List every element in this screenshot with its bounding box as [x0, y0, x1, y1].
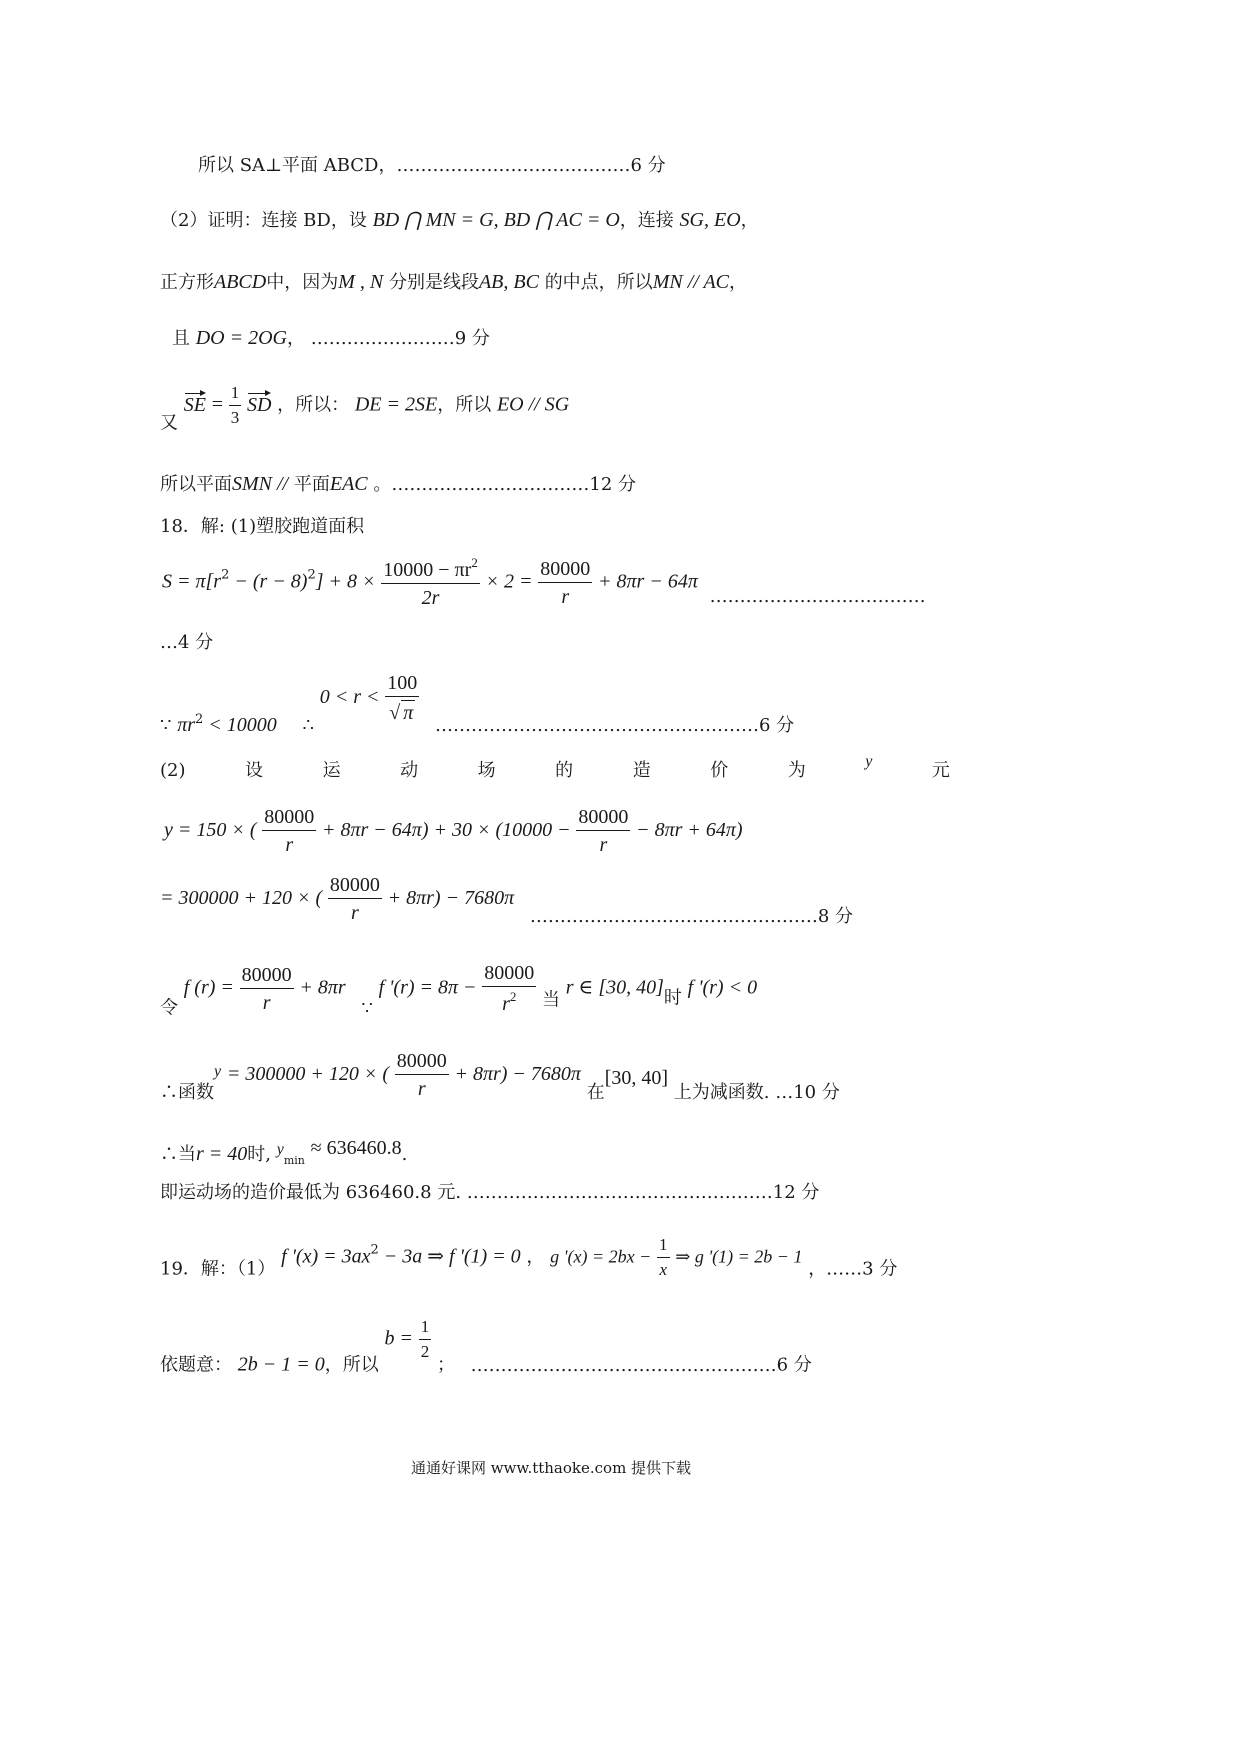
- text: ，所以：: [277, 394, 350, 416]
- spread-word: 场: [477, 760, 496, 781]
- math: ≈ 636460.8: [310, 1137, 402, 1159]
- page-footer: 通通好课网 www.tthaoke.com 提供下载: [410, 1459, 692, 1477]
- text: ∴当: [160, 1144, 196, 1165]
- exponent: 2: [471, 555, 478, 570]
- spread-word: y: [865, 753, 873, 770]
- numerator: 80000: [328, 874, 382, 899]
- line-area-formula: [162, 556, 926, 609]
- denominator: 3: [230, 407, 240, 427]
- text: ，: [729, 272, 747, 293]
- math: = 300000 + 120 × (: [160, 887, 323, 909]
- fraction: [657, 1236, 670, 1279]
- text: ，: [526, 1246, 545, 1268]
- exponent: 2: [370, 1242, 379, 1258]
- fraction: [262, 806, 316, 856]
- fraction: [538, 558, 592, 608]
- math: = 300000 + 120 × (: [226, 1063, 389, 1085]
- numerator: 80000: [576, 806, 630, 831]
- text: 中，因为: [266, 272, 339, 293]
- text: 分别是线段: [388, 272, 479, 293]
- problem-19-derivatives: [160, 1236, 897, 1279]
- math: =: [211, 393, 223, 416]
- math: EO // SG: [496, 393, 570, 416]
- text: 时: [663, 987, 682, 1009]
- fraction: [395, 1050, 449, 1100]
- math: − 3a ⇒ f '(1) = 0: [378, 1245, 521, 1268]
- text: 平面 ABCD，: [282, 155, 397, 176]
- text: ∴函数: [160, 1082, 214, 1103]
- math: < 10000: [203, 714, 277, 736]
- text: 当: [542, 989, 561, 1011]
- math: M , N: [338, 271, 384, 293]
- numerator: 80000: [482, 962, 536, 987]
- score-dots: ……………………………………………: [470, 1354, 777, 1376]
- text: 19．解：（1）: [160, 1258, 276, 1280]
- math: DO = 2OG: [195, 327, 288, 349]
- math: [30, 40]: [604, 1067, 669, 1089]
- math: ] + 8 ×: [315, 570, 376, 593]
- text: ；: [436, 1354, 455, 1376]
- score: 6 分: [776, 1354, 812, 1376]
- math: S = π[r: [162, 570, 222, 593]
- score-dots: ………………………………: [709, 585, 926, 607]
- numerator: 1: [657, 1236, 670, 1258]
- exponent: 2: [221, 567, 230, 583]
- text: ，连接: [619, 210, 674, 231]
- math: y: [214, 1063, 222, 1080]
- text: 。: [373, 474, 392, 495]
- denominator: r: [561, 585, 570, 608]
- denominator: 2r: [421, 587, 440, 609]
- text: ，所以: [437, 394, 492, 416]
- denominator: 2: [420, 1341, 430, 1361]
- math: f '(x) = 3ax: [281, 1245, 371, 1268]
- fraction: [576, 806, 630, 856]
- text: 时,: [247, 1144, 272, 1165]
- math: r = 40: [196, 1143, 248, 1165]
- math: + 8πr − 64π) + 30 × (10000 −: [322, 819, 571, 841]
- text: 平面: [293, 474, 330, 495]
- math: y = 150 × (: [164, 819, 257, 841]
- math: 0 < r <: [319, 686, 380, 708]
- fraction: [482, 962, 536, 1015]
- text: 上为减函数. …10 分: [673, 1082, 840, 1103]
- numerator: 80000: [538, 558, 592, 583]
- math: SMN //: [232, 473, 289, 495]
- spread-text: [160, 753, 950, 781]
- spread-word: 为: [787, 760, 806, 781]
- numerator: 10000 − πr: [383, 559, 472, 581]
- line-proof-2-intro: [160, 210, 759, 230]
- math: + 8πr) − 7680π: [387, 887, 515, 909]
- denominator: x: [659, 1259, 668, 1279]
- spread-word: 设: [245, 760, 264, 781]
- denominator: r: [599, 834, 608, 856]
- math: BD ⋂ MN = G, BD ⋂ AC = O: [372, 209, 620, 231]
- denominator: r: [262, 991, 271, 1014]
- math: EAC: [329, 473, 368, 495]
- score-dots: ………………………………………………: [434, 715, 759, 736]
- numerator: 80000: [262, 806, 316, 831]
- math: g '(x) = 2bx −: [550, 1246, 652, 1267]
- line-answer-18: [160, 1184, 819, 1202]
- math: × 2 =: [485, 570, 533, 593]
- exponent: 2: [509, 989, 517, 1004]
- line-define-f: [160, 962, 757, 1018]
- line-planes-parallel: [160, 474, 636, 494]
- score: 6 分: [630, 155, 666, 176]
- fraction: [381, 556, 480, 609]
- math: b =: [384, 1327, 413, 1350]
- exponent: 2: [195, 712, 204, 727]
- problem-18-heading: [160, 518, 364, 536]
- text: 在: [586, 1082, 605, 1103]
- spread-word: 价: [710, 760, 729, 781]
- numerator: 80000: [395, 1050, 449, 1075]
- perp-symbol: ⊥: [265, 155, 282, 176]
- fraction: [328, 874, 382, 924]
- math: f '(r) = 8π −: [378, 976, 477, 999]
- spread-word: (2): [160, 760, 186, 781]
- line-do-2og: [172, 328, 490, 348]
- score: 6 分: [758, 715, 795, 736]
- text: ，所以: [324, 1354, 379, 1376]
- numerator: 1: [229, 384, 242, 406]
- math: SG, EO: [679, 209, 741, 231]
- line-minimum-cost: [160, 1138, 407, 1166]
- spread-word: 元: [931, 760, 950, 781]
- math: DE = 2SE: [354, 393, 438, 416]
- denominator: π: [403, 702, 414, 724]
- because-symbol: ∵: [160, 715, 172, 736]
- math: πr: [177, 714, 195, 736]
- line-square-midpoints: [160, 272, 747, 292]
- denominator: r: [285, 834, 294, 856]
- math: y: [276, 1141, 284, 1158]
- text: （2）证明：连接 BD，设: [160, 210, 367, 231]
- math: r ∈ [30, 40]: [565, 976, 664, 999]
- line-part-2-intro: [160, 753, 950, 781]
- text: 所以平面: [160, 474, 232, 495]
- text: 令: [160, 997, 178, 1019]
- text: .: [401, 1144, 408, 1165]
- spread-word: 运: [322, 760, 341, 781]
- line-cost-formula: [164, 806, 743, 856]
- score-dots: ……………………………………………: [466, 1182, 773, 1203]
- score: 12 分: [772, 1182, 820, 1203]
- score: …4 分: [160, 632, 214, 653]
- vector-sd: SD: [247, 391, 271, 415]
- math: ⇒ g '(1) = 2b − 1: [675, 1246, 803, 1267]
- math: + 8πr) − 7680π: [454, 1063, 581, 1085]
- numerator: 1: [419, 1318, 432, 1340]
- text: ，: [740, 210, 759, 231]
- text: ，: [287, 328, 306, 349]
- math: f (r) =: [183, 976, 234, 999]
- because-symbol: ∵: [361, 997, 373, 1019]
- math: − (r − 8): [229, 570, 308, 593]
- math: f '(r) < 0: [687, 976, 758, 999]
- line-conclusion-sa-perp: [198, 157, 666, 175]
- text: 18．解: (1)塑胶跑道面积: [160, 516, 365, 537]
- line-cost-simplified: [160, 874, 853, 926]
- denominator: r: [502, 993, 510, 1015]
- math: − 8πr + 64π): [636, 819, 743, 841]
- math: AB, BC: [478, 271, 539, 293]
- spread-word: 的: [555, 760, 574, 781]
- text: 所以 SA: [198, 155, 266, 176]
- math: 2b − 1 = 0: [237, 1353, 325, 1376]
- numerator: 100: [385, 672, 419, 697]
- math: + 8πr: [299, 976, 346, 999]
- score: 9 分: [454, 328, 490, 349]
- exponent: 2: [307, 567, 316, 583]
- fraction-one-third: [229, 384, 242, 427]
- text: 且: [172, 328, 190, 349]
- score: 8 分: [817, 906, 854, 927]
- line-score-4: [160, 634, 213, 652]
- line-vector-se: [160, 384, 569, 433]
- denominator: r: [350, 902, 359, 924]
- therefore-symbol: ∴: [302, 715, 314, 736]
- numerator: 80000: [240, 964, 294, 989]
- sqrt-icon: √: [389, 702, 401, 724]
- score-dots: ……………………………: [391, 474, 590, 495]
- text: 又: [160, 412, 178, 434]
- fraction-100-over-sqrt-pi: [385, 672, 419, 724]
- text: 即运动场的造价最低为 636460.8 元.: [160, 1182, 462, 1203]
- text: 的中点，所以: [544, 272, 653, 293]
- text: ，……3 分: [808, 1258, 898, 1280]
- score: 12 分: [589, 474, 637, 495]
- text: 正方形: [160, 272, 214, 293]
- fraction: [240, 964, 294, 1014]
- score-dots: …………………………………: [396, 155, 631, 176]
- math: + 8πr − 64π: [598, 570, 698, 593]
- spread-word: 动: [400, 760, 419, 781]
- math: ABCD: [214, 271, 267, 293]
- denominator: r: [417, 1078, 426, 1100]
- line-solve-b: [160, 1318, 812, 1375]
- line-decreasing-function: [160, 1050, 840, 1102]
- line-r-range: [160, 672, 794, 735]
- vector-se: SE: [184, 391, 206, 415]
- math: MN // AC: [652, 271, 729, 293]
- score-dots: …………………………………………: [529, 906, 818, 927]
- subscript: min: [283, 1154, 305, 1167]
- score-dots: ……………………: [310, 328, 455, 349]
- text: 依题意：: [160, 1354, 232, 1376]
- fraction-one-half: [419, 1318, 432, 1361]
- spread-word: 造: [632, 760, 651, 781]
